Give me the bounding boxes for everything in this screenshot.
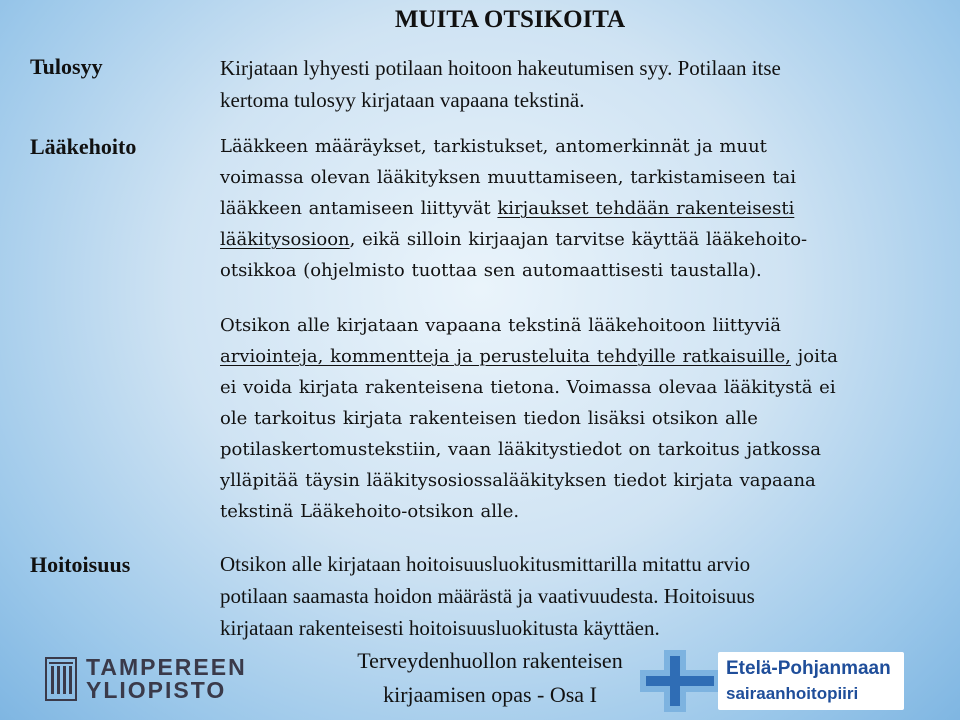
text-segment: Otsikon alle kirjataan vapaana tekstinä lääkehoitoon liittyviä [220,315,782,336]
heading-laakehoito: Lääkehoito [30,134,137,159]
page-title: MUITA OTSIKOITA [394,6,626,33]
text-line: Otsikon alle kirjataan hoitoisuusluokitusmittarilla mitattu arvio [220,552,751,576]
laakehoito-paragraph-2 [220,310,935,527]
underlined-text: arviointeja, kommentteja ja perusteluita tehdyille ratkaisuille, [220,346,791,367]
heading-hoitoisuus: Hoitoisuus [30,552,131,577]
heading-tulosyy: Tulosyy [30,54,103,79]
tampere-university-logo [44,656,247,702]
text-line: tekstinä Lääkehoito-otsikon alle. [220,501,520,522]
university-name-line: TAMPEREEN [86,654,247,680]
text-line: potilaan saamasta hoidon määrästä ja vaativuudesta. Hoitoisuus [220,584,755,608]
district-name-line: sairaanhoitopiiri [726,684,859,703]
underlined-text: kirjaukset tehdään rakenteisesti [497,198,795,219]
laakehoito-paragraph-1 [220,131,935,286]
text-segment: joita [790,346,838,367]
guide-title-line: kirjaamisen opas - Osa I [383,682,597,707]
cross-icon [640,650,720,712]
underline-mark [781,321,817,331]
text-line [220,310,935,341]
text-line: ylläpitää täysin lääkitysosiossalääkityksen tiedot kirjata vapaana [220,470,816,491]
text-line: otsikkoa (ohjelmisto tuottaa sen automaattisesti taustalla). [220,260,762,281]
university-emblem-icon [44,656,78,702]
guide-title-line: Terveydenhuollon rakenteisen [357,648,623,673]
text-line: Kirjataan lyhyesti potilaan hoitoon hakeutumisen syy. Potilaan itse [220,56,781,80]
tulosyy-text [220,52,935,116]
text-segment: , eikä silloin kirjaajan tarvitse käyttää lääkehoito- [349,229,808,250]
text-line: kertoma tulosyy kirjataan vapaana tekstinä. [220,88,585,112]
underlined-text: lääkitysosioon [220,229,350,250]
text-line: ole tarkoitus kirjata rakenteisen tiedon lisäksi otsikon alle [220,408,758,429]
text-segment: lääkkeen antamiseen liittyvät [220,198,498,219]
text-line: kirjataan rakenteisesti hoitoisuusluokitusta käyttäen. [220,616,660,640]
hospital-district-name [718,652,904,710]
text-line: Lääkkeen määräykset, tarkistukset, antomerkinnät ja muut [220,136,767,157]
university-name-line: YLIOPISTO [86,677,227,703]
guide-title [300,644,680,712]
text-line: ei voida kirjata rakenteisena tietona. Voimassa olevaa lääkitystä ei [220,377,836,398]
text-line [220,224,935,255]
text-line [220,341,935,372]
text-line: voimassa olevan lääkityksen muuttamiseen, tarkistamiseen tai [220,167,797,188]
text-line: potilaskertomustekstiin, vaan lääkitystiedot on tarkoitus jatkossa [220,439,821,460]
district-name-line: Etelä-Pohjanmaan [726,658,891,679]
hospital-district-logo [640,650,910,712]
text-line [220,193,935,224]
hoitoisuus-text [220,548,935,644]
